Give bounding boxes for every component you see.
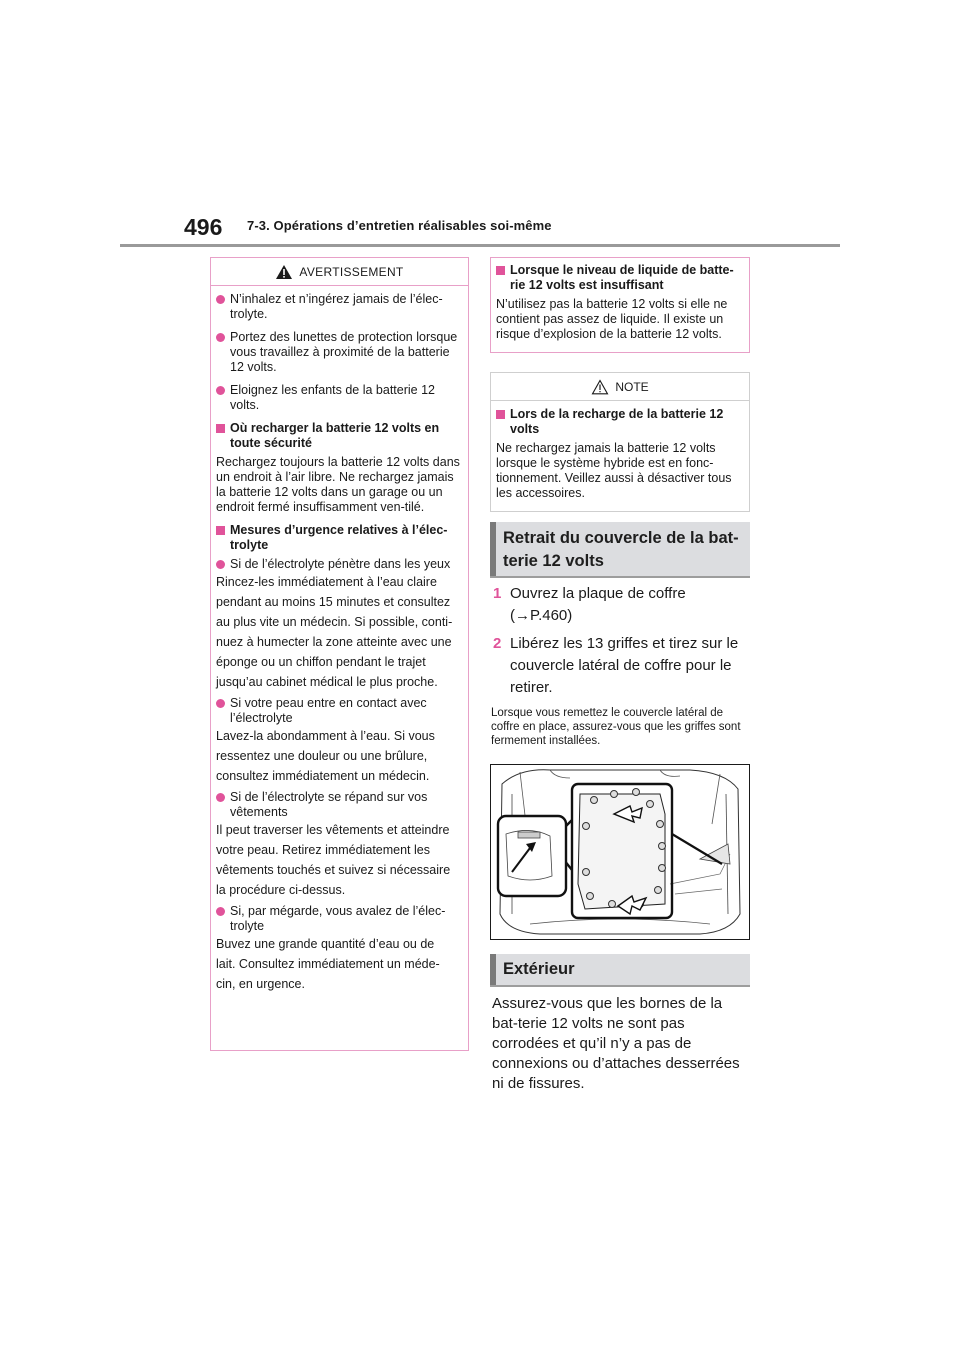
heading-line: Retrait du couvercle de la bat- [503, 529, 739, 547]
warning-box-title: AVERTISSEMENT [299, 264, 404, 279]
warning-bullet: Si de l’électrolyte pénètre dans les yeux [216, 557, 463, 572]
warning-box [210, 257, 469, 1051]
warning-bullet: Si votre peau entre en contact avec l’électrolyte [216, 696, 463, 726]
warning-cont-body [491, 258, 749, 346]
warning-line: au plus vite un médecin. Si possible, conti- [216, 615, 453, 629]
step-number: 2 [493, 635, 502, 652]
warning-subheading: Mesures d’urgence relatives à l’élec-trolyte [216, 523, 463, 553]
section-heading-cover [490, 522, 750, 578]
step-line: (→P.460) [510, 607, 573, 624]
warning-bullet: Si, par mégarde, vous avalez de l’élec-trolyte [216, 904, 463, 934]
header-rule [120, 244, 840, 247]
note-box-title: NOTE [615, 379, 649, 394]
warning-box-continued [490, 257, 750, 353]
warning-paragraph: Rechargez toujours la batterie 12 volts dans un endroit à l’air libre. Ne rechargez jamais la batterie 12 volts dans un garage ou un endroit fermé insuffisamment ven-tilé. [216, 455, 460, 514]
note-box-header [491, 373, 749, 401]
heading-line: terie 12 volts [503, 552, 604, 570]
step-line: retirer. [510, 679, 553, 696]
warning-bullet: Si de l’électrolyte se répand sur vos vêtements [216, 790, 463, 820]
step-number: 1 [493, 585, 502, 602]
exterior-paragraph: Assurez-vous que les bornes de la bat-terie 12 volts ne sont pas corrodées et qu’il n’y a pas de connexions ou d’attaches desserrées ni de fissures. [492, 995, 740, 1092]
warning-line: la procédure ci-dessus. [216, 883, 346, 897]
step-2 [493, 633, 753, 699]
warning-bullet: Eloignez les enfants de la batterie 12 volts. [216, 383, 463, 413]
step-line: Libérez les 13 griffes et tirez sur le [510, 635, 739, 652]
warning-line: Il peut traverser les vêtements et atteindre [216, 823, 450, 837]
warning-box-body [211, 286, 468, 998]
step-line: couvercle latéral de coffre pour le [510, 657, 732, 674]
warning-line: jusqu’au cabinet médical le plus proche. [216, 675, 438, 689]
warning-line: vêtements touchés et suivez si nécessaire [216, 863, 451, 877]
warning-box-header [211, 258, 468, 286]
step-line: Ouvrez la plaque de coffre [510, 585, 686, 602]
warning-triangle-icon [275, 264, 293, 280]
warning-line: éponge ou un chiffon pendant le trajet [216, 655, 426, 669]
warning-line: consultez immédiatement un médecin. [216, 769, 430, 783]
note-subheading: Lors de la recharge de la batterie 12 volts [496, 407, 744, 437]
warning-paragraph: N’utilisez pas la batterie 12 volts si elle ne contient pas assez de liquide. Il existe un risque d’explosion de la batterie 12 volts. [496, 297, 728, 341]
section-title: 7-3. Opérations d’entretien réalisables soi-même [247, 218, 552, 233]
note-box [490, 372, 750, 512]
step-1 [493, 583, 753, 627]
warning-subheading: Où recharger la batterie 12 volts en toute sécurité [216, 421, 463, 451]
warning-bullet: Portez des lunettes de protection lorsque vous travaillez à proximité de la batterie 12 volts. [216, 330, 463, 375]
trunk-cover-illustration [490, 764, 750, 940]
heading-line: Extérieur [503, 960, 575, 978]
note-box-body [491, 401, 749, 505]
note-paragraph: Ne rechargez jamais la batterie 12 volts lorsque le système hybride est en fonc-tionnement. Veillez aussi à désactiver tous les accessoires. [496, 441, 732, 500]
warning-line: cin, en urgence. [216, 977, 305, 991]
warning-line: pendant au moins 15 minutes et consultez [216, 595, 451, 609]
warning-line: Rincez-les immédiatement à l’eau claire [216, 575, 437, 589]
step-remark: Lorsque vous remettez le couvercle latéral de coffre en place, assurez-vous que les griffes sont fermement installées. [491, 707, 741, 747]
warning-line: Lavez-la abondamment à l’eau. Si vous [216, 729, 435, 743]
warning-bullet: N’inhalez et n’ingérez jamais de l’élec-trolyte. [216, 292, 463, 322]
heading-stripe [490, 954, 496, 985]
page-number: 496 [184, 214, 223, 240]
warning-line: Buvez une grande quantité d’eau ou de [216, 937, 435, 951]
heading-stripe [490, 522, 496, 576]
warning-line: nuez à humecter la zone atteinte avec une [216, 635, 452, 649]
warning-line: ressentez une douleur ou une brûlure, [216, 749, 428, 763]
section-heading-exterior [490, 954, 750, 987]
warning-line: votre peau. Retirez immédiatement les [216, 843, 430, 857]
warning-subheading: Lorsque le niveau de liquide de batte-rie 12 volts est insuffisant [496, 263, 744, 293]
warning-line: lait. Consultez immédiatement un méde- [216, 957, 440, 971]
caution-triangle-icon [591, 379, 609, 395]
